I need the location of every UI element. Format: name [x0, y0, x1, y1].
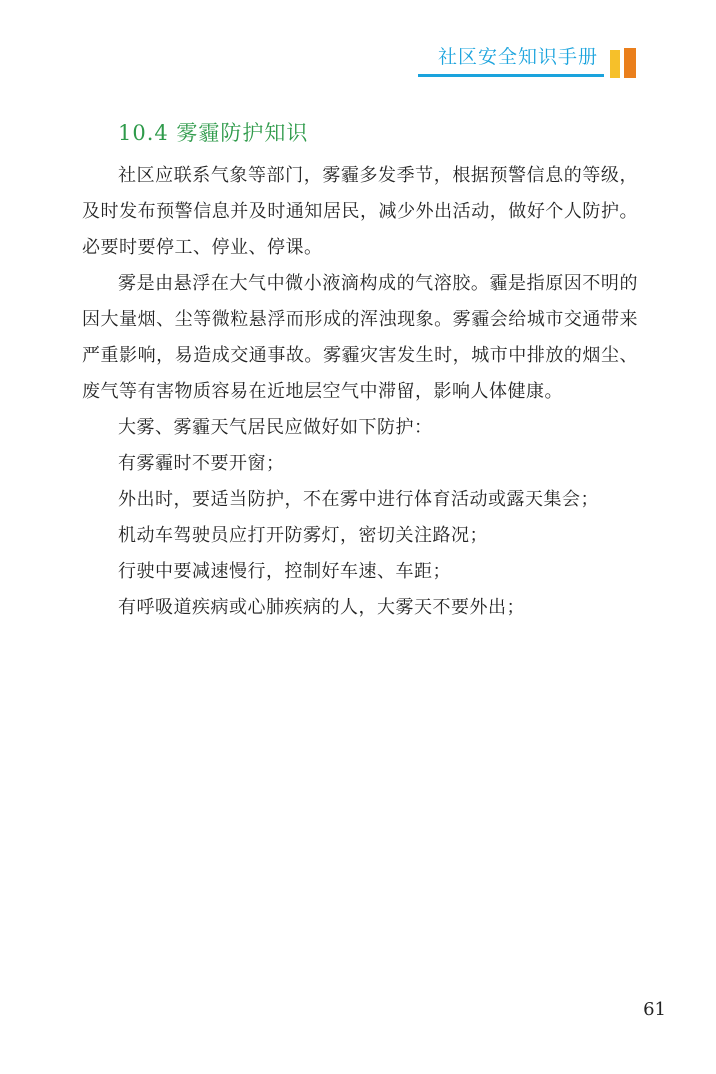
page-content [82, 118, 638, 626]
page-header [0, 44, 716, 84]
header-underline [418, 74, 604, 77]
paragraph: 社区应联系气象等部门，雾霾多发季节，根据预警信息的等级，及时发布预警信息并及时通知居民，减少外出活动，做好个人防护。必要时要停工、停业、停课。 [82, 165, 638, 258]
protection-item: 机动车驾驶员应打开防雾灯，密切关注路况； [118, 525, 488, 546]
protection-intro: 大雾、雾霾天气居民应做好如下防护： [118, 417, 433, 438]
header-orange-bar [624, 48, 636, 78]
page-number: 61 [643, 999, 666, 1020]
header-yellow-bar [610, 50, 620, 78]
book-title: 社区安全知识手册 [437, 46, 598, 68]
protection-item: 行驶中要减速慢行，控制好车速、车距； [118, 561, 451, 582]
section-title: 10.4 雾霾防护知识 [118, 121, 309, 145]
protection-item: 有雾霾时不要开窗； [118, 453, 285, 474]
paragraph: 雾是由悬浮在大气中微小液滴构成的气溶胶。霾是指原因不明的因大量烟、尘等微粒悬浮而形成的浑浊现象。雾霾会给城市交通带来严重影响，易造成交通事故。雾霾灾害发生时，城市中排放的烟尘、废气等有害物质容易在近地层空气中滞留，影响人体健康。 [82, 273, 638, 402]
protection-item: 外出时，要适当防护，不在雾中进行体育活动或露天集会； [118, 489, 599, 510]
protection-item: 有呼吸道疾病或心肺疾病的人，大雾天不要外出； [118, 597, 525, 618]
